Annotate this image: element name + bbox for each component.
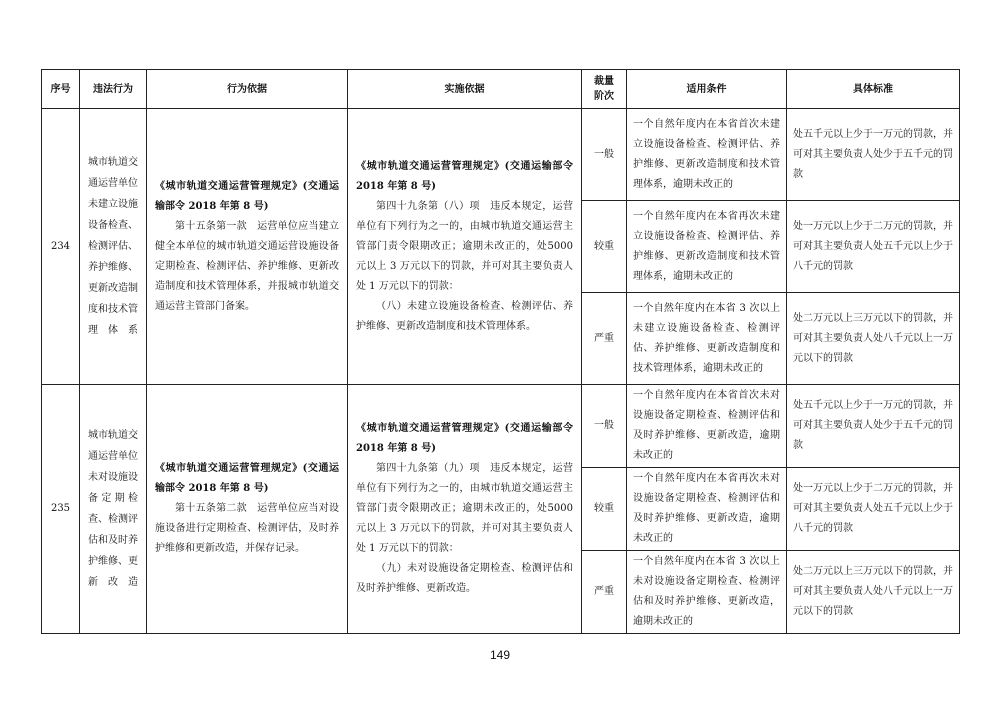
header-basis: 行为依据	[147, 70, 348, 109]
impl-item: （八）未建立设施设备检查、检测评估、养护维修、更新改造制度和技术管理体系。	[356, 300, 573, 332]
level-label: 严重	[582, 551, 627, 634]
legal-basis	[147, 385, 348, 634]
applicable-condition: 一个自然年度内在本省再次未建立设施设备检查、检测评估、养护维修、更新改造制度和技术管理体系，逾期未改正的	[627, 201, 787, 293]
level-label: 一般	[582, 109, 627, 201]
header-std: 具体标准	[787, 70, 960, 109]
impl-law-title: 《城市轨道交通运营管理规定》(交通运输部令 2018 年第 8 号)	[356, 423, 573, 454]
basis-text: 第十五条第二款 运营单位应当对设施设备进行定期检查、检测评估，及时养护维修和更新改造，并保存记录。	[155, 503, 339, 554]
applicable-condition: 一个自然年度内在本省 3 次以上未对设施设备定期检查、检测评估和及时养护维修、更新改造，逾期未改正的	[627, 551, 787, 634]
level-label: 较重	[582, 201, 627, 293]
impl-text: 第四十九条第（八）项 违反本规定，运营单位有下列行为之一的，由城市轨道交通运营主管部门责令限期改正；逾期未改正的，处5000 元以上 3 万元以下的罚款，并可对其主要负责人处 1 万元以下的罚款：	[356, 200, 573, 292]
penalty-standard: 处二万元以上三万元以下的罚款，并可对其主要负责人处八千元以上一万元以下的罚款	[787, 293, 960, 385]
penalty-standard: 处一万元以上少于二万元的罚款，并可对其主要负责人处五千元以上少于八千元的罚款	[787, 468, 960, 551]
implementation-basis	[348, 109, 582, 385]
row-number: 234	[42, 109, 80, 385]
header-level: 裁量 阶次	[582, 70, 627, 109]
penalty-standards-table	[41, 69, 960, 634]
basis-law-title: 《城市轨道交通运营管理规定》(交通运输部令 2018 年第 8 号)	[155, 463, 339, 494]
level-label: 一般	[582, 385, 627, 468]
table-row	[42, 109, 960, 201]
penalty-standard: 处二万元以上三万元以下的罚款，并可对其主要负责人处八千元以上一万元以下的罚款	[787, 551, 960, 634]
legal-basis	[147, 109, 348, 385]
level-label: 较重	[582, 468, 627, 551]
header-cond: 适用条件	[627, 70, 787, 109]
page-number: 149	[489, 648, 511, 662]
basis-text: 第十五条第一款 运营单位应当建立健全本单位的城市轨道交通运营设施设备定期检查、检测评估、养护维修、更新改造制度和技术管理体系，并报城市轨道交通运营主管部门备案。	[155, 220, 339, 312]
table-row	[42, 385, 960, 468]
applicable-condition: 一个自然年度内在本省首次未对设施设备定期检查、检测评估和及时养护维修、更新改造，逾期未改正的	[627, 385, 787, 468]
table-header-row	[42, 70, 960, 109]
header-no: 序号	[42, 70, 80, 109]
violation-act: 城市轨道交通运营单位未对设施设备定期检查、检测评估和及时养护维修、更新改造	[80, 385, 147, 634]
impl-law-title: 《城市轨道交通运营管理规定》(交通运输部令 2018 年第 8 号)	[356, 160, 573, 192]
implementation-basis	[348, 385, 582, 634]
header-act: 违法行为	[80, 70, 147, 109]
basis-law-title: 《城市轨道交通运营管理规定》(交通运输部令 2018 年第 8 号)	[155, 180, 339, 212]
penalty-standard: 处一万元以上少于二万元的罚款，并可对其主要负责人处五千元以上少于八千元的罚款	[787, 201, 960, 293]
applicable-condition: 一个自然年度内在本省首次未建立设施设备检查、检测评估、养护维修、更新改造制度和技术管理体系，逾期未改正的	[627, 109, 787, 201]
level-label: 严重	[582, 293, 627, 385]
impl-text: 第四十九条第（九）项 违反本规定，运营单位有下列行为之一的，由城市轨道交通运营主管部门责令限期改正；逾期未改正的，处5000 元以上 3 万元以下的罚款，并可对其主要负责人处 1 万元以下的罚款：	[356, 463, 573, 554]
header-impl: 实施依据	[348, 70, 582, 109]
applicable-condition: 一个自然年度内在本省 3 次以上未建立设施设备检查、检测评估、养护维修、更新改造制度和技术管理体系，逾期未改正的	[627, 293, 787, 385]
applicable-condition: 一个自然年度内在本省再次未对设施设备定期检查、检测评估和及时养护维修、更新改造，逾期未改正的	[627, 468, 787, 551]
impl-item: （九）未对设施设备定期检查、检测评估和及时养护维修、更新改造。	[356, 563, 573, 594]
violation-act: 城市轨道交通运营单位未建立设施设备检查、检测评估、养护维修、更新改造制度和技术管理体系	[80, 109, 147, 385]
penalty-standard: 处五千元以上少于一万元的罚款，并可对其主要负责人处少于五千元的罚款	[787, 109, 960, 201]
penalty-standard: 处五千元以上少于一万元的罚款，并可对其主要负责人处少于五千元的罚款	[787, 385, 960, 468]
row-number: 235	[42, 385, 80, 634]
